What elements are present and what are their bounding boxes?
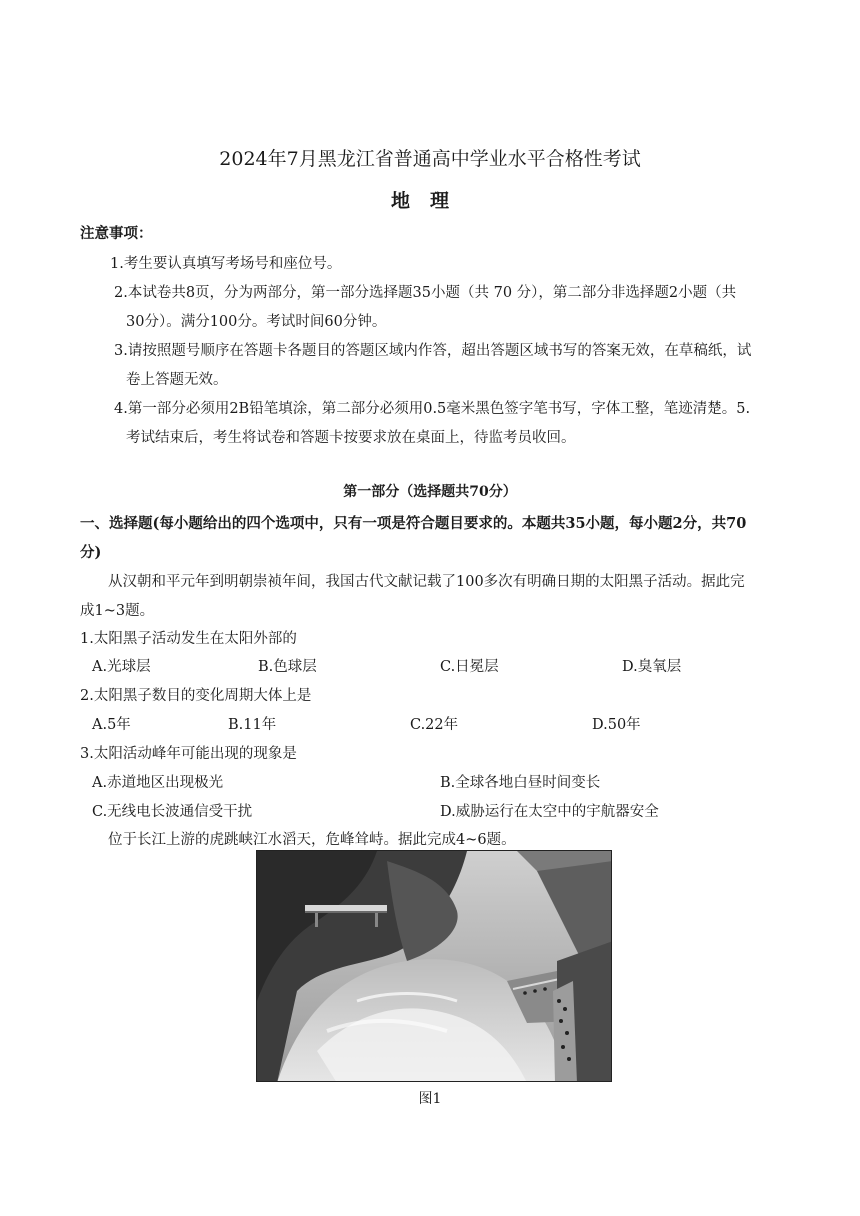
section-instructions: 一、选择题(每小题给出的四个选项中，只有一项是符合题目要求的。本题共35小题，每小题2分，共70 [80,515,747,532]
question-3-option-d: D.威胁运行在太空中的宇航器安全 [440,804,659,820]
question-3-stem: 3.太阳活动峰年可能出现的现象是 [80,746,297,762]
intro-tiger-leaping-gorge: 位于长江上游的虎跳峡江水滔天，危峰耸峙。据此完成4~6题。 [108,832,516,848]
question-1-stem: 1.太阳黑子活动发生在太阳外部的 [80,631,297,647]
figure-caption: 图1 [418,1091,442,1107]
question-3-option-a: A.赤道地区出现极光 [92,775,224,791]
question-3-option-c: C.无线电长波通信受干扰 [92,804,253,820]
gorge-photo [256,850,612,1082]
section-instructions-cont: 分) [80,544,102,561]
question-2-option-b: B.11年 [228,717,277,733]
notice-item-2-cont: 30分）。满分100分。考试时间60分钟。 [126,314,387,330]
intro-sunspots-cont: 成1~3题。 [80,603,155,619]
question-3-option-b: B.全球各地白昼时间变长 [440,775,601,791]
subject-title: 地理 [390,190,469,212]
notice-item-3: 3.请按照题号顺序在答题卡各题目的答题区域内作答，超出答题区域书写的答案无效，在草稿纸，试 [114,343,752,359]
question-1-option-d: D.臭氧层 [622,659,682,675]
question-2-stem: 2.太阳黑子数目的变化周期大体上是 [80,688,312,704]
notice-item-2: 2.本试卷共8页，分为两部分，第一部分选择题35小题（共 70 分），第二部分非选择题2小题（共 [114,285,737,301]
notice-item-4-cont: 考试结束后，考生将试卷和答题卡按要求放在桌面上，待监考员收回。 [126,430,576,446]
notice-item-1: 1.考生要认真填写考场号和座位号。 [110,256,342,272]
question-1-option-c: C.日冕层 [440,659,499,675]
question-2-option-d: D.50年 [592,717,641,733]
intro-sunspots: 从汉朝和平元年到明朝崇祯年间，我国古代文献记载了100多次有明确日期的太阳黑子活动。据此完 [108,574,745,590]
question-1-option-b: B.色球层 [258,659,317,675]
question-2-option-a: A.5年 [92,717,131,733]
part1-heading: 第一部分（选择题共70分） [343,484,517,500]
exam-title: 2024年7月黑龙江省普通高中学业水平合格性考试 [219,148,641,170]
question-2-option-c: C.22年 [410,717,459,733]
question-1-option-a: A.光球层 [92,659,151,675]
notice-heading: 注意事项： [80,225,153,242]
notice-item-4: 4.第一部分必须用2B铅笔填涂，第二部分必须用0.5毫米黑色签字笔书写，字体工整，笔迹清楚。5. [114,401,751,417]
notice-item-3-cont: 卷上答题无效。 [126,372,228,388]
